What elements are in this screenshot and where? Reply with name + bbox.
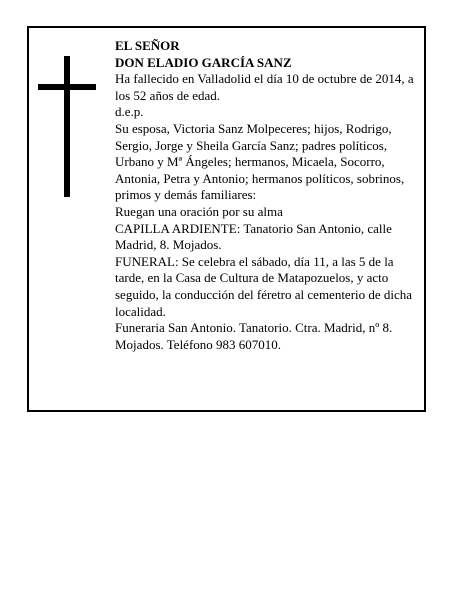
obituary-text <box>115 38 421 353</box>
family-list: Su esposa, Victoria Sanz Molpeceres; hijos, Rodrigo, Sergio, Jorge y Sheila García Sanz; padres políticos, Urbano y Mª Ángeles; hermanos, Micaela, Socorro, Antonia, Petra y Antonio; hermanos políticos, sobrinos, primos y demás familiares: <box>115 120 405 203</box>
funeral-home-contact: Funeraria San Antonio. Tanatorio. Ctra. Madrid, nº 8. Mojados. Teléfono 983 607010. <box>115 320 393 352</box>
deceased-name: DON ELADIO GARCÍA SANZ <box>115 54 292 70</box>
death-announcement: Ha fallecido en Valladolid el día 10 de octubre de 2014, a los 52 años de edad. <box>115 71 414 103</box>
funeral-details: FUNERAL: Se celebra el sábado, día 11, a las 5 de la tarde, en la Casa de Cultura de Matapozuelos, y acto seguido, la conducción del féretro al cementerio de dicha localidad. <box>115 253 413 319</box>
cross-vertical-bar <box>64 56 70 197</box>
cross-horizontal-bar <box>38 84 96 90</box>
rip-line: d.e.p. <box>115 104 144 120</box>
wake-location: CAPILLA ARDIENTE: Tanatorio San Antonio, calle Madrid, 8. Mojados. <box>115 220 392 253</box>
prayer-request: Ruegan una oración por su alma <box>115 203 283 219</box>
title-line: EL SEÑOR <box>115 38 180 53</box>
